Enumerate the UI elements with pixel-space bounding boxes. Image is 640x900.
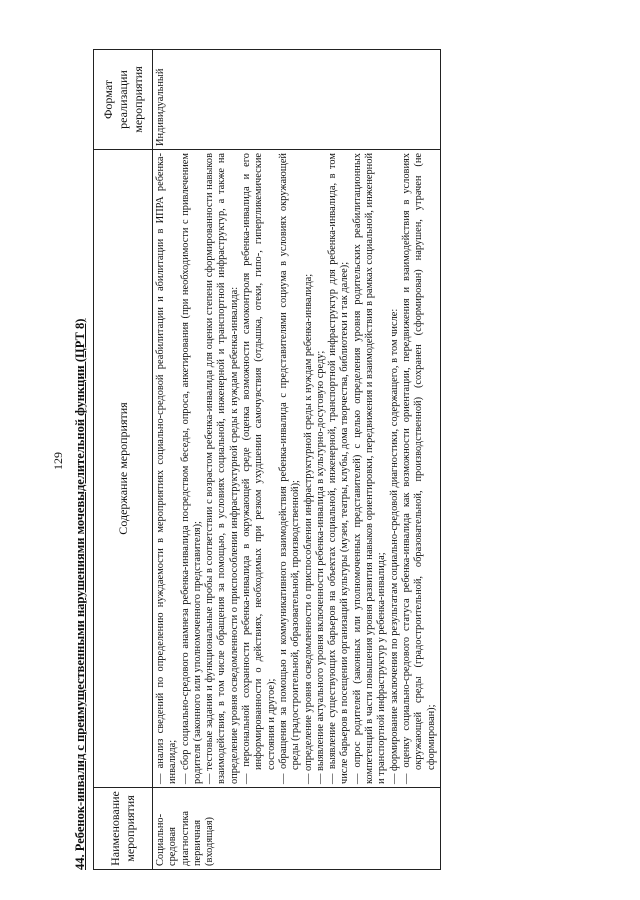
measure-format: Индивидуальный — [153, 50, 441, 150]
content-item: — выявление актуального уровня включенности ребенка-инвалида в культурно-досуговую среду; — [314, 350, 326, 784]
content-item: — опрос родителей (законных или уполномоченных представителей) с целью определения уровня родительских реабилитационных компетенций в части повышения уровня развития навыков ориентировки, передвижения и взаимодействия в рамках социальной, инженерной и транспортной инфраструктур у ребенка-инвалида; — [351, 153, 388, 784]
header-content: Содержание мероприятия — [94, 150, 153, 788]
content-item: — анализ сведений по определению нуждаемости в мероприятиях социально-средовой реабилитации и абилитации в ИПРА ребенка-инвалида; — [155, 153, 179, 784]
measures-table — [93, 49, 441, 870]
table-row — [153, 50, 441, 870]
content-item: — определение уровня осведомленности о приспособлении инфраструктурной среды к нуждам ребенка-инвалида; — [302, 273, 314, 784]
content-item: — формирование заключения по результатам социально-средовой диагностики, содержащего, в том числе: — [388, 308, 400, 784]
content-item: — сбор социально-средового анамнеза ребенка-инвалида посредством беседы, опроса, анкетирования (при необходимости с привлечением родителя (законного или уполномоченного представителя); — [179, 153, 203, 784]
page-number: 129 — [51, 452, 65, 470]
content-item: — выявление существующих барьеров на объектах социальной, инженерной, транспортной инфраструктур для ребенка-инвалида, в том числе барьеров в посещении организаций культуры (музеи, театры, клубы, дома творчества, библиотеки и так далее); — [327, 153, 351, 784]
measure-name: Социально-средовая диагностика первичная (входящая) — [153, 788, 441, 870]
content-subitem: — оценку социально-средового статуса ребенка-инвалида как возможности ориентации, передвижения и взаимодействия в условиях окружающей среды (градостроительной, образовательной, производственной) (сохранен (сформирован) нарушен, утрачен (не сформирован); — [400, 153, 437, 784]
content-subitem: — персональной сохранности ребенка-инвалида в окружающей среде (оценка возможности самоконтроля ребенка-инвалида и его информированности о действиях, необходимых при резком ухудшении самочувствия (отдышка, отеки, гипо-, гипергликемические состояния и другое); — [241, 153, 277, 784]
content-item: — тестовые задания и функциональные пробы в соответствии с возрастом ребенка-инвалида для оценки степени сформированности навыков взаимодействия, в том числе обращения за помощью, в условиях социальной, инженерной и транспортной инфраструктур, а также на определение уровня осведомленности о приспособлении инфраструктурной среды к нуждам ребенка-инвалида: — [204, 153, 240, 784]
table-header-row — [94, 50, 153, 870]
header-name: Наименование мероприятия — [94, 788, 153, 870]
measure-content — [153, 150, 441, 788]
section-title: 44. Ребенок-инвалид с преимущественными нарушениями мочевыделительной функции (ЦРТ 8) — [73, 318, 87, 870]
header-format: Формат реализации мероприятия — [94, 50, 153, 150]
content-subitem: — обращения за помощью и коммуникативного взаимодействия ребенка-инвалида с представителями социума в условиях окружающей среды (градостроительной, образовательной, производственной); — [277, 153, 302, 784]
rotated-content — [47, 46, 607, 876]
